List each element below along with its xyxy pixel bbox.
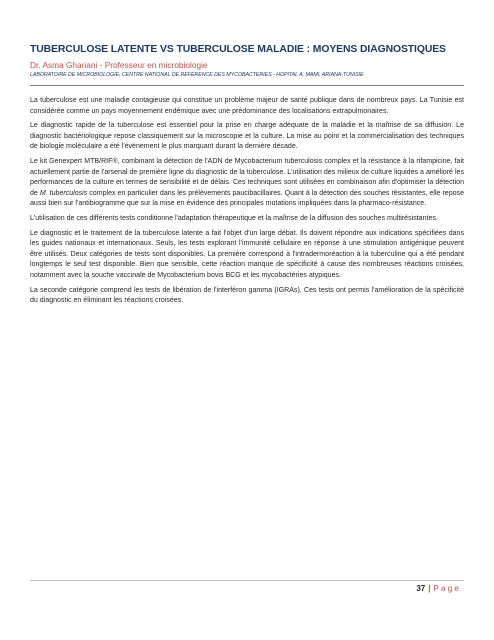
footer-separator: | — [428, 584, 431, 593]
article-body — [30, 96, 464, 311]
organism-name-italic: M. tuberculosis — [39, 189, 88, 197]
page-number: 37 — [416, 584, 426, 593]
paragraph-3-part-b: complex en particulier dans les prélèvements paucibacillaires. Quant à la détection des souches résistantes, elle repose aussi bien sur l'antibiogramme que sur la mise en évidence des principales mutations impliquées dans la pharmaco-résistance. — [30, 189, 465, 208]
article-title: TUBERCULOSE LATENTE VS TUBERCULOSE MALADIE : MOYENS DIAGNOSTIQUES — [30, 44, 446, 55]
footer-divider — [30, 580, 464, 581]
paragraph-5: Le diagnostic et le traitement de la tuberculose latente a fait l'objet d'un large débat. Ils doivent répondre aux indications spécifiées dans les guides nationaux et internationaux. Seuls, les tests explorant l'immunité cellulaire en réponse à une stimulation antigénique peuvent être utilisés. Deux catégories de tests sont disponibles. La première correspond à l'intradermoréaction à la tuberculine qui a été pendant longtemps le seul test disponible. Bien que sensible, cette réaction manque de spécificité à cause des nombreuses réactions croisées, notamment avec la souche vaccinale de Mycobacterium bovis BCG et les mycobactéries atypiques. — [30, 229, 464, 279]
paragraph-3-part-a: Le kit Genexpert MTB/RIF®, combinant la détection de l'ADN de Mycobacterium tuberculosis complex et la résistance à la rifampicine, fait actuellement partie de l'arsenal de première ligne du diagnostic de la tuberculose. L'utilisation des milieux de culture liquides a amélioré les performances de la culture en termes de sensibilité et de délais. Ces techniques sont utilisées en combinaison afin d'optimiser la détection de — [30, 157, 464, 197]
paragraph-2: Le diagnostic rapide de la tuberculose est essentiel pour la prise en charge adéquate de la maladie et la maîtrise de sa diffusion. Le diagnostic bactériologique repose classiquement sur la microscopie et la culture. La mise au point et la commercialisation des techniques de biologie moléculaire a été l'évènement le plus marquant durant la dernière décade. — [30, 122, 464, 151]
page-label: Page — [433, 584, 461, 593]
affiliation-line: LABORATOIRE DE MICROBIOLOGIE, CENTRE NATIONAL DE REFERENCE DES MYCOBACTERIES - HOPITAL A. MAMI, ARIANA-TUNISIE — [30, 72, 364, 78]
paragraph-1: La tuberculose est une maladie contagieuse qui constitue un problème majeur de santé publique dans de nombreux pays. La Tunisie est considérée comme un pays moyennement endémique avec une prédominance des localisations extrapulmonaires. — [30, 97, 464, 115]
header-divider — [30, 85, 464, 86]
paragraph-4: L'utilisation de ces différents tests conditionne l'adaptation thérapeutique et la maîtrise de la diffusion des souches multirésistantes. — [30, 214, 438, 222]
author-line: Dr. Asma Ghariani - Professeur en microbiologie — [30, 60, 208, 70]
paragraph-3 — [30, 157, 464, 210]
paragraph-6: La seconde catégorie comprend les tests de libération de l'interféron gamma (IGRAs). Ces tests ont permis l'amélioration de la spécificité du diagnostic en éliminant les réactions croisées. — [30, 286, 464, 305]
page-footer — [416, 584, 461, 593]
